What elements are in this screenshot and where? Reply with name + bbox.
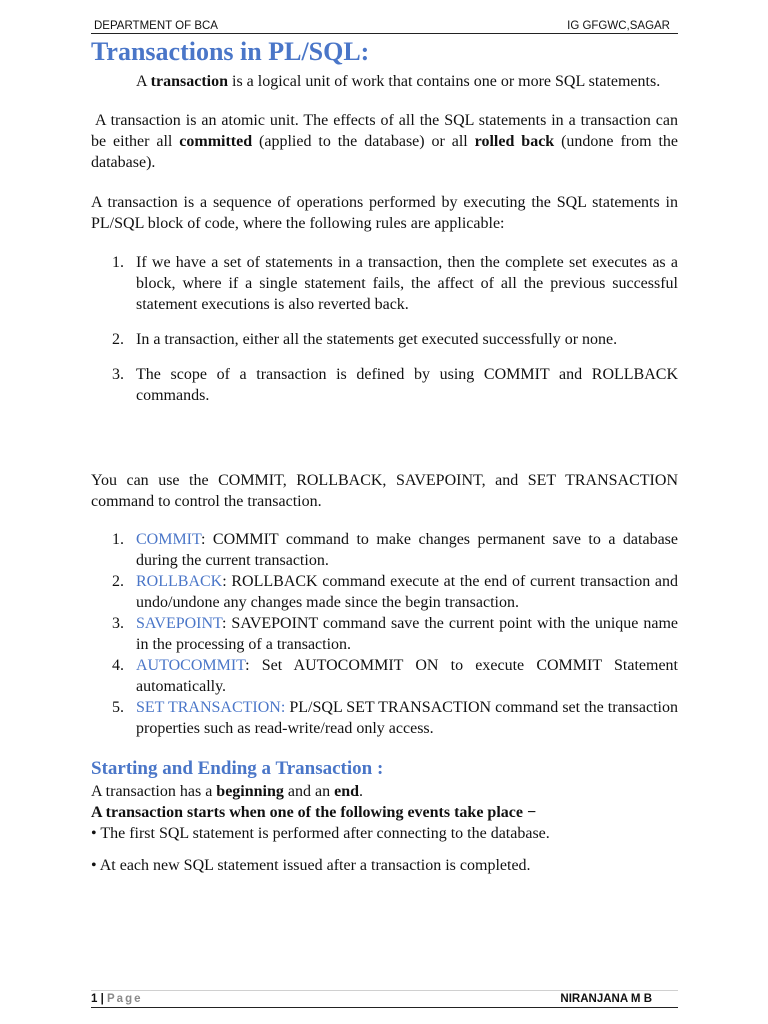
- list-item: [91, 613, 678, 655]
- page-label: Page: [107, 993, 143, 1005]
- command-name: SET TRANSACTION:: [136, 699, 286, 716]
- list-item: [91, 655, 678, 697]
- command-description: : SAVEPOINT command save the current point with the unique name in the processing of a transaction.: [136, 615, 678, 653]
- list-item: [91, 329, 678, 350]
- page-header: [91, 20, 678, 34]
- text-run: is a logical unit of work that contains one or more SQL statements.: [228, 73, 661, 90]
- commands-intro-paragraph: You can use the COMMIT, ROLLBACK, SAVEPOINT, and SET TRANSACTION command to control the transaction.: [91, 472, 678, 510]
- list-number: 1.: [112, 531, 124, 548]
- intro-paragraph-1: [91, 71, 678, 92]
- bullet-item: • The first SQL statement is performed after connecting to the database.: [91, 825, 550, 842]
- commands-list: [91, 529, 678, 739]
- list-number: 1.: [112, 254, 124, 271]
- list-item: [91, 364, 678, 406]
- command-name: SAVEPOINT: [136, 615, 223, 632]
- footer-author: NIRANJANA M B: [560, 993, 652, 1005]
- document-body: [91, 36, 678, 876]
- command-description: PL/SQL SET TRANSACTION command set the transaction properties such as read-write/read only access.: [136, 699, 679, 737]
- list-number: 3.: [112, 615, 124, 632]
- list-number: 4.: [112, 657, 124, 674]
- list-item: [91, 252, 678, 315]
- header-college: IG GFGWC,SAGAR: [567, 20, 670, 32]
- bold-term-end: end: [334, 783, 359, 800]
- text-run: .: [359, 783, 363, 800]
- text-run: A transaction has a: [91, 783, 217, 800]
- page-footer: [91, 990, 678, 1008]
- page-separator: |: [97, 993, 108, 1005]
- list-item-text: If we have a set of statements in a transaction, then the complete set executes as a block, where if a single statement fails, the affect of all the previous successful statement executions is also reverted back.: [136, 254, 678, 313]
- bold-term-committed: committed: [179, 133, 253, 150]
- command-name: COMMIT: [136, 531, 201, 548]
- bullet-item: • At each new SQL statement issued after a transaction is completed.: [91, 857, 531, 874]
- text-run: and an: [283, 783, 335, 800]
- page-number: [91, 993, 143, 1005]
- section-heading: Starting and Ending a Transaction :: [91, 758, 384, 779]
- command-name: AUTOCOMMIT: [136, 657, 246, 674]
- list-number: 2.: [112, 331, 124, 348]
- list-number: 2.: [112, 573, 124, 590]
- list-number: 5.: [112, 699, 124, 716]
- list-item: [91, 529, 678, 571]
- bold-term-beginning: beginning: [216, 783, 284, 800]
- bold-term-rolled-back: rolled back: [474, 133, 555, 150]
- page-number-value: 1: [91, 993, 98, 1005]
- text-run: A: [136, 73, 151, 90]
- command-description: : COMMIT command to make changes permanent save to a database during the current transaction.: [136, 531, 678, 569]
- list-item: [91, 697, 678, 739]
- intro-paragraph-3: A transaction is a sequence of operations performed by executing the SQL statements in PL/SQL block of code, where the following rules are applicable:: [91, 194, 678, 232]
- text-run: (applied to the database) or all: [252, 133, 475, 150]
- section-line-2: A transaction starts when one of the following events take place −: [91, 804, 537, 821]
- command-description: : ROLLBACK command execute at the end of current transaction and undo/undone any changes made since the begin transaction.: [136, 573, 678, 611]
- page-title: Transactions in PL/SQL:: [91, 37, 370, 66]
- list-item-text: In a transaction, either all the statements get executed successfully or none.: [136, 331, 618, 348]
- rules-list: [91, 252, 678, 406]
- text-run: A transaction is an atomic unit. The effects of all the SQL statements in a transaction can be either all: [91, 112, 678, 150]
- intro-paragraph-2: [91, 110, 678, 173]
- command-name: ROLLBACK: [136, 573, 223, 590]
- bold-term-transaction: transaction: [150, 73, 228, 90]
- list-item: [91, 571, 678, 613]
- command-description: : Set AUTOCOMMIT ON to execute COMMIT Statement automatically.: [136, 657, 678, 695]
- list-number: 3.: [112, 366, 124, 383]
- header-department: DEPARTMENT OF BCA: [94, 20, 218, 32]
- list-item-text: The scope of a transaction is defined by using COMMIT and ROLLBACK commands.: [136, 366, 678, 404]
- section-line-1: [91, 781, 678, 802]
- text-run: (undone from the database).: [91, 133, 679, 171]
